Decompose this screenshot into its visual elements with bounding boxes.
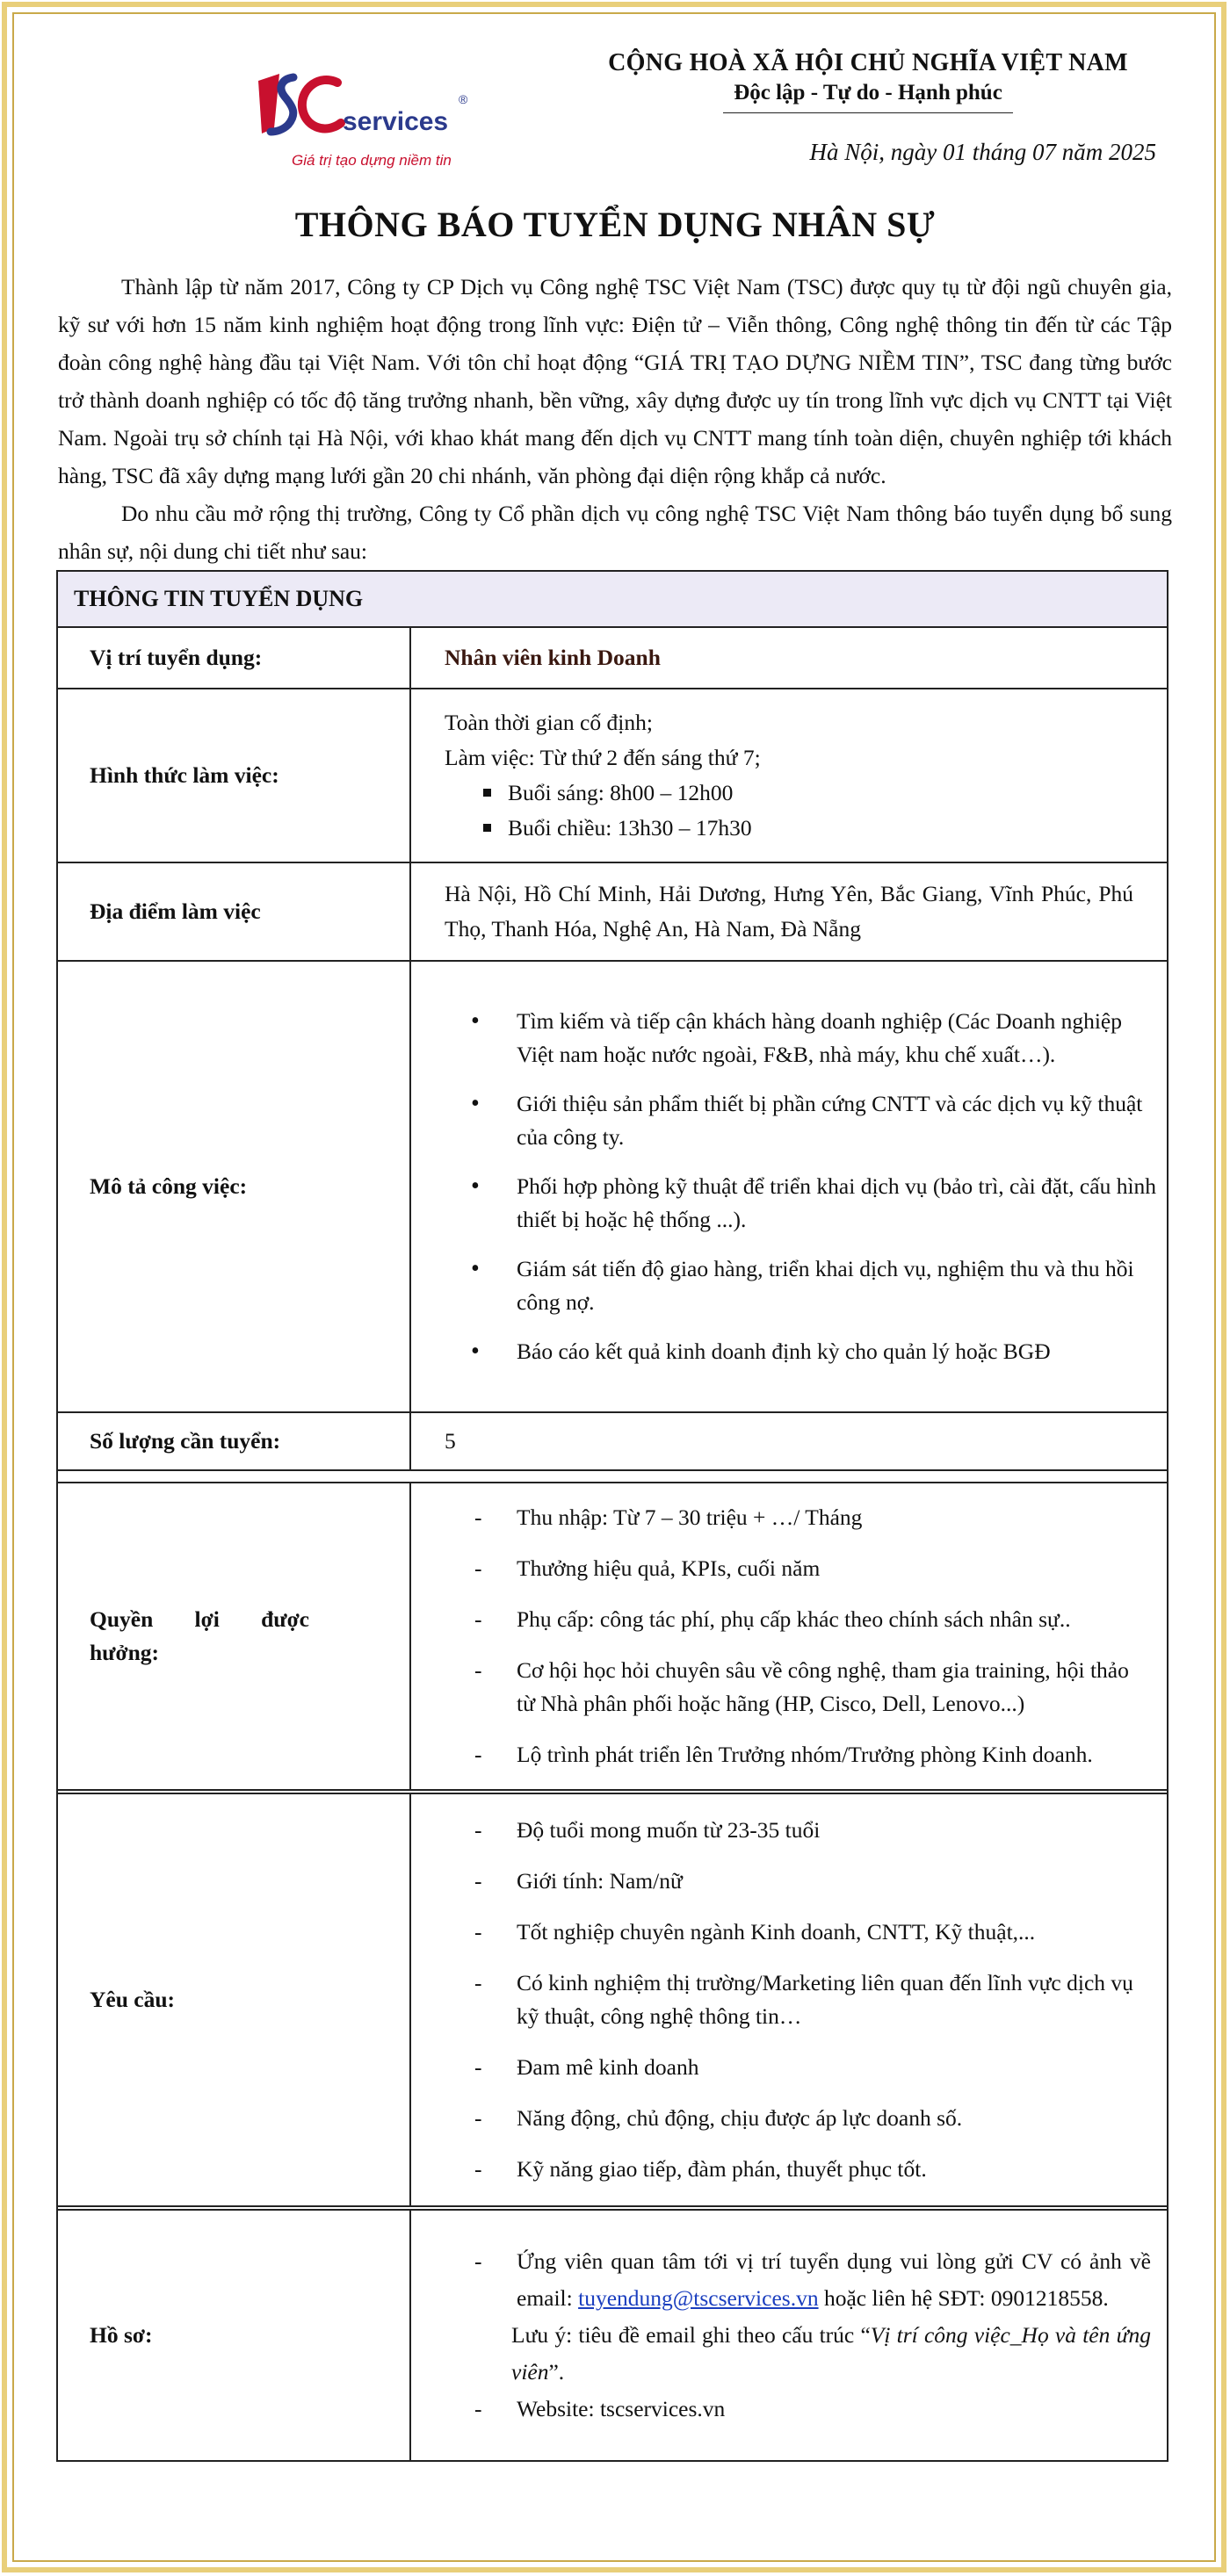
nation-line-2: Độc lập - Tự do - Hạnh phúc (734, 81, 1002, 105)
location-value: Hà Nội, Hồ Chí Minh, Hải Dương, Hưng Yên, Bắc Giang, Vĩnh Phúc, Phú Thọ, Thanh Hóa, Nghệ An, Hà Nam, Đà Nẵng (410, 862, 1168, 961)
note-italic: Vị trí công việc_Họ và tên ứng viên (511, 2322, 1152, 2385)
list-item: - Lộ trình phát triển lên Trưởng nhóm/Trưởng phòng Kinh doanh. (411, 1738, 1167, 1771)
list-item: Buổi sáng: 8h00 – 12h00 (480, 776, 1133, 811)
position-label: Vị trí tuyển dụng: (57, 627, 410, 689)
motto-underline (723, 112, 1013, 113)
list-item: - Tốt nghiệp chuyên ngành Kinh doanh, CNTT, Kỹ thuật,... (411, 1916, 1167, 1949)
intro-paragraph-2: Do nhu cầu mở rộng thị trường, Công ty Cổ phần dịch vụ công nghệ TSC Việt Nam thông báo tuyển dụng bổ sung nhân sự, nội dung chi tiết như sau: (58, 501, 1172, 564)
website-text: Website: tscservices.vn (517, 2396, 726, 2421)
list-item: - Thưởng hiệu quả, KPIs, cuối năm (411, 1552, 1167, 1585)
requirements-value (410, 1793, 1168, 2206)
application-label: Hồ sơ: (57, 2210, 410, 2461)
logo-tagline: Giá trị tạo dựng niềm tin (292, 152, 452, 169)
list-item: - Thu nhập: Từ 7 – 30 triệu + …/ Tháng (411, 1501, 1167, 1534)
work-type-label: Hình thức làm việc: (57, 689, 410, 862)
list-item: • Phối hợp phòng kỹ thuật để triển khai dịch vụ (bảo trì, cài đặt, cấu hình thiết bị hoặc hệ thống ...). (411, 1170, 1167, 1237)
position-value: Nhân viên kinh Doanh (410, 627, 1168, 689)
list-item: • Báo cáo kết quả kinh doanh định kỳ cho quản lý hoặc BGĐ (411, 1335, 1167, 1368)
work-type-value (410, 689, 1168, 862)
application-contact: - Ứng viên quan tâm tới vị trí tuyển dụng vui lòng gửi CV có ảnh về email: tuyendung@tscservices.vn hoặc liên hệ SĐT: 0901218558. (474, 2248, 1151, 2311)
logo-brand-text: services (343, 107, 449, 136)
benefits-label (57, 1483, 410, 1790)
description-label: Mô tả công việc: (57, 961, 410, 1412)
requirements-list (411, 1814, 1167, 2186)
list-item: Buổi chiều: 13h30 – 17h30 (480, 811, 1133, 846)
national-motto (587, 49, 1149, 113)
intro-text (54, 268, 1176, 570)
application-note: Lưu ý: tiêu đề email ghi theo cấu trúc “Vị trí công việc_Họ và tên ứng viên”. (511, 2322, 1152, 2385)
list-item: - Kỹ năng giao tiếp, đàm phán, thuyết phục tốt. (411, 2153, 1167, 2186)
document-page (54, 35, 1176, 2462)
list-item: - Năng động, chủ động, chịu được áp lực doanh số. (411, 2102, 1167, 2135)
tsc-logo (239, 61, 476, 167)
benefits-label-line-2: hưởng: (90, 1640, 160, 1665)
work-shift-list (445, 776, 1133, 846)
location-label: Địa điểm làm việc (57, 862, 410, 961)
list-item: - Độ tuổi mong muốn từ 23-35 tuổi (411, 1814, 1167, 1847)
application-value (410, 2210, 1168, 2461)
benefits-list (411, 1501, 1167, 1771)
application-phone-text: hoặc liên hệ SĐT: 0901218558. (823, 2285, 1109, 2311)
list-item: - Giới tính: Nam/nữ (411, 1865, 1167, 1898)
benefits-label-line-1: Quyền lợi được (90, 1606, 310, 1632)
list-item: • Tìm kiếm và tiếp cận khách hàng doanh nghiệp (Các Doanh nghiệp Việt nam hoặc nước ngoài, F&B, nhà máy, khu chế xuất…). (411, 1005, 1167, 1072)
list-item: - Có kinh nghiệm thị trường/Marketing liên quan đến lĩnh vực dịch vụ kỹ thuật, công nghệ thông tin… (411, 1966, 1167, 2033)
document-header (54, 35, 1176, 167)
registered-mark: ® (459, 92, 468, 106)
document-date: Hà Nội, ngày 01 tháng 07 năm 2025 (809, 139, 1156, 165)
document-title: THÔNG BÁO TUYỂN DỤNG NHÂN SỰ (294, 205, 936, 244)
benefits-value (410, 1483, 1168, 1790)
application-website: - Website: tscservices.vn (474, 2396, 726, 2421)
quantity-value: 5 (410, 1412, 1168, 1470)
work-type-line-2: Làm việc: Từ thứ 2 đến sáng thứ 7; (445, 745, 761, 770)
table-row-benefits (57, 1483, 1168, 1790)
intro-paragraph-1: Thành lập từ năm 2017, Công ty CP Dịch vụ Công nghệ TSC Việt Nam (TSC) được quy tụ từ đội ngũ chuyên gia, kỹ sư với hơn 15 năm kinh nghiệm hoạt động trong lĩnh vực: Điện tử – Viễn thông, Công nghệ thông tin đến từ các Tập đoàn công nghệ hàng đầu tại Việt Nam. Với tôn chỉ hoạt động “GIÁ TRỊ TẠO DỰNG NIỀM TIN”, TSC đang từng bước trở thành doanh nghiệp có tốc độ tăng trưởng nhanh, bền vững, xây dựng được uy tín trong lĩnh vực dịch vụ CNTT tại Việt Nam. Ngoài trụ sở chính tại Hà Nội, với khao khát mang đến dịch vụ CNTT mang tính toàn diện, chuyên nghiệp tới khách hàng, TSC đã xây dựng mạng lưới gần 20 chi nhánh, văn phòng đại diện rộng khắp cả nước. (58, 274, 1172, 488)
work-type-line-1: Toàn thời gian cố định; (445, 710, 653, 735)
section-title: THÔNG TIN TUYỂN DỤNG (57, 571, 1168, 627)
table-row-description (57, 961, 1168, 1412)
description-value (410, 961, 1168, 1412)
list-item: • Giám sát tiến độ giao hàng, triển khai dịch vụ, nghiệm thu và thu hồi công nợ. (411, 1252, 1167, 1319)
table-row-requirements (57, 1793, 1168, 2206)
table-row-position (57, 627, 1168, 689)
table-row-location (57, 862, 1168, 961)
nation-line-1: CỘNG HOÀ XÃ HỘI CHỦ NGHĨA VIỆT NAM (608, 49, 1128, 76)
table-row-quantity (57, 1412, 1168, 1470)
requirements-label: Yêu cầu: (57, 1793, 410, 2206)
list-item: - Phụ cấp: công tác phí, phụ cấp khác theo chính sách nhân sự.. (411, 1603, 1167, 1636)
table-row-work-type (57, 689, 1168, 862)
quantity-label: Số lượng cần tuyển: (57, 1412, 410, 1470)
table-row-application (57, 2210, 1168, 2461)
table-section-header (57, 571, 1168, 627)
application-text: Ứng viên quan tâm tới vị trí tuyển dụng vui lòng gửi CV có ảnh về email: (517, 2248, 1151, 2311)
recruitment-table (56, 570, 1168, 2462)
description-list (411, 1005, 1167, 1368)
list-item: • Giới thiệu sản phẩm thiết bị phần cứng CNTT và các dịch vụ kỹ thuật của công ty. (411, 1087, 1167, 1154)
email-link[interactable]: tuyendung@tscservices.vn (578, 2285, 819, 2311)
list-item: - Cơ hội học hỏi chuyên sâu về công nghệ, tham gia training, hội thảo từ Nhà phân phối hoặc hãng (HP, Cisco, Dell, Lenovo...) (411, 1654, 1167, 1721)
application-details (411, 2243, 1167, 2428)
table-gap (57, 1470, 1168, 1483)
list-item: - Đam mê kinh doanh (411, 2051, 1167, 2084)
